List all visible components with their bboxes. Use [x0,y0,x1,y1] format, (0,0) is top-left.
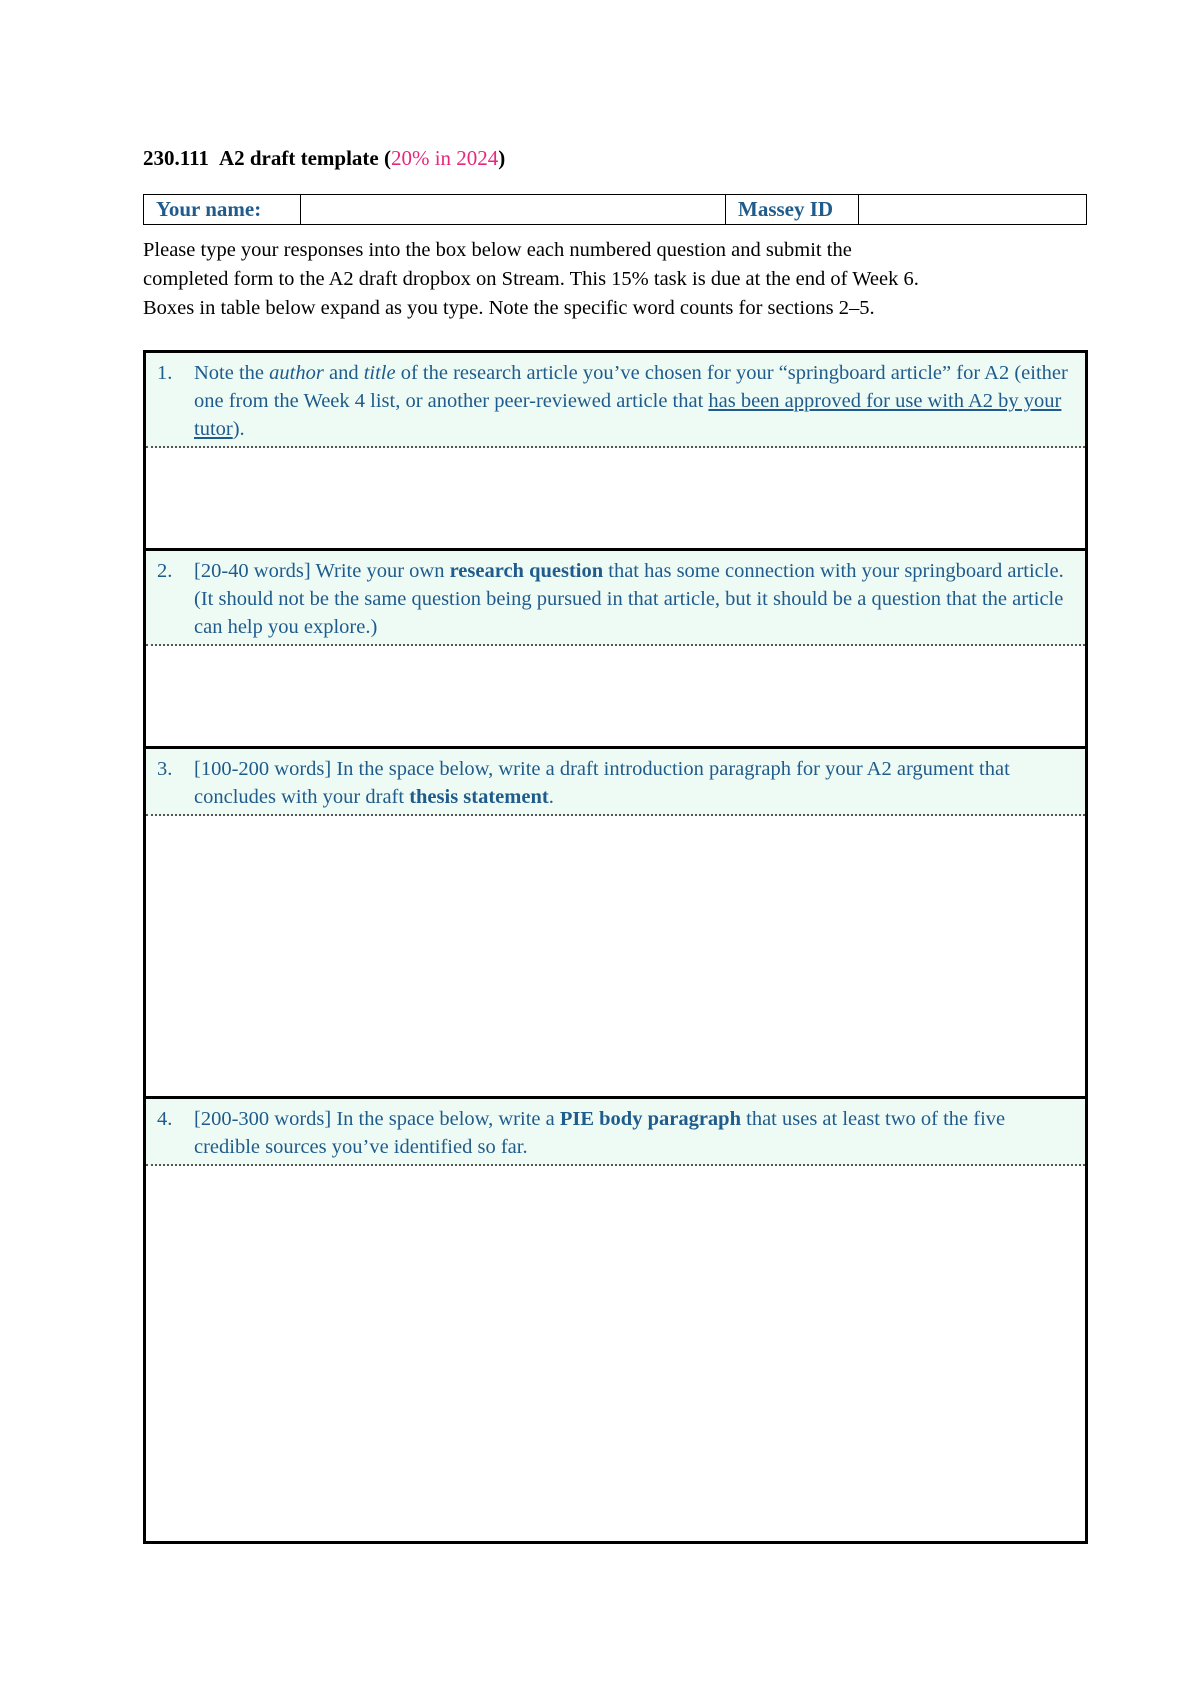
question-1-text: Note the author and title of the research article you’ve chosen for your “springboard article” for A2 (either one from the Week 4 list, or another peer-reviewed article that has been approved for use with A2 by your tutor). [194,362,1068,440]
questions-table [143,350,1088,1544]
course-code: 230.111 [143,146,209,170]
question-3-text: [100-200 words] In the space below, write a draft introduction paragraph for your A2 argument that concludes with your draft thesis statement. [194,758,1010,808]
question-1-answer-box[interactable] [146,448,1085,548]
instructions-line: Boxes in table below expand as you type. Note the specific word counts for sections 2–5. [143,297,875,319]
question-4-prompt [146,1099,1085,1166]
question-1-prompt [146,353,1085,448]
question-number: 4. [157,1108,173,1130]
instructions-line: completed form to the A2 draft dropbox on Stream. This 15% task is due at the end of Week 6. [143,268,919,290]
student-info-table [143,194,1087,225]
instructions-line: Please type your responses into the box below each numbered question and submit the [143,239,852,261]
title-main: A2 draft template ( [218,146,391,170]
question-3 [146,746,1085,1096]
title-close: ) [498,146,506,170]
question-number: 1. [157,362,173,384]
question-4 [146,1096,1085,1541]
name-label: Your name: [144,195,301,224]
instructions [143,236,1093,323]
document-title [143,146,505,171]
question-2-text: [20-40 words] Write your own research question that has some connection with your springboard article. (It should not be the same question being pursued in that article, but it should be a question that the article can help you explore.) [194,560,1064,638]
question-2-answer-box[interactable] [146,646,1085,746]
question-2 [146,548,1085,746]
massey-id-field[interactable] [859,195,1086,224]
question-4-answer-box[interactable] [146,1166,1085,1541]
question-3-answer-box[interactable] [146,816,1085,1096]
title-weight: 20% in 2024 [390,146,499,170]
question-1 [146,353,1085,548]
question-4-text: [200-300 words] In the space below, write a PIE body paragraph that uses at least two of the five credible sources you’ve identified so far. [194,1108,1006,1158]
massey-id-label: Massey ID [726,195,859,224]
name-field[interactable] [301,195,726,224]
question-number: 3. [157,758,173,780]
question-number: 2. [157,560,173,582]
question-3-prompt [146,749,1085,816]
question-2-prompt [146,551,1085,646]
